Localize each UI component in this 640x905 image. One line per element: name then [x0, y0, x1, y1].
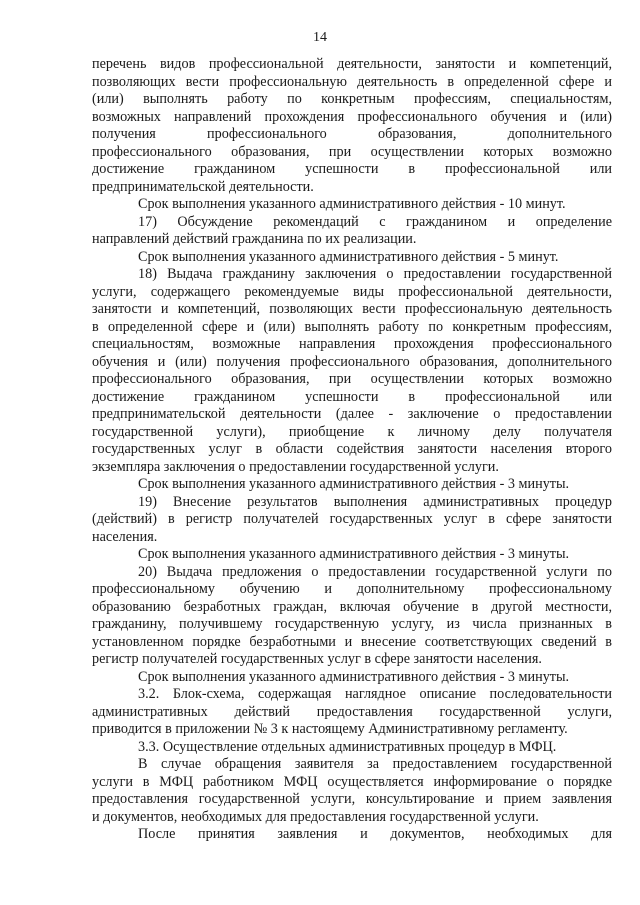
- text-line: направлений действий гражданина по их реализации.: [92, 231, 417, 247]
- text-line: государственной услуги), приобщение к личному делу получателя: [92, 423, 612, 440]
- text-line: После принятия заявления и документов, необходимых для: [138, 826, 612, 842]
- paragraph: [92, 756, 612, 826]
- text-line: приводится в приложении № 3 к настоящему Административному регламенту.: [92, 721, 568, 737]
- text-line: 3.3. Осуществление отдельных административных процедур в МФЦ.: [138, 738, 557, 755]
- paragraph: [92, 494, 612, 547]
- text-line: и документов, необходимых для предоставления государственной услуги.: [92, 808, 539, 825]
- paragraph: [92, 266, 612, 476]
- paragraph: [92, 249, 612, 267]
- text-line: предпринимательской деятельности.: [92, 178, 314, 195]
- paragraph: [92, 826, 612, 844]
- paragraph: [92, 546, 612, 564]
- text-line: занятости и компетенций, позволяющих вести профессиональную деятельность: [92, 301, 612, 317]
- text-line: перечень видов профессиональной деятельности, занятости и компетенций,: [92, 56, 612, 72]
- text-line: регистр получателей государственных услуг в сфере занятости населения.: [92, 651, 542, 667]
- text-line: получения профессионального образования, дополнительного: [92, 126, 612, 142]
- text-line: 20) Выдача предложения о предоставлении государственной услуги по: [138, 563, 612, 580]
- text-line: образованию безработных граждан, включая обучение в другой местности,: [92, 598, 612, 615]
- text-line: специальностям, возможные направления прохождения профессионального: [92, 336, 612, 352]
- paragraph: [92, 476, 612, 494]
- document-body: [92, 56, 612, 844]
- text-line: населения.: [92, 528, 158, 545]
- text-line: В случае обращения заявителя за предоставлением государственной: [138, 756, 612, 772]
- page-number: 14: [313, 30, 327, 45]
- text-line: Срок выполнения указанного административного действия - 10 минут.: [138, 196, 566, 212]
- text-line: в определенной сфере и (или) выполнять работу по конкретным профессиям,: [92, 318, 612, 335]
- text-line: установленном порядке безработными и внесение соответствующих сведений в: [92, 633, 612, 650]
- text-line: достижение гражданином успешности в профессиональной или: [92, 161, 612, 177]
- text-line: позволяющих вести профессиональную деятельность в определенной сфере и: [92, 73, 612, 90]
- text-line: (или) выполнять работу по конкретным профессиям, специальностям,: [92, 91, 612, 107]
- paragraph: [92, 564, 612, 669]
- text-line: достижение гражданином успешности в профессиональной или: [92, 388, 612, 405]
- text-line: 19) Внесение результатов выполнения административных процедур: [138, 493, 612, 510]
- text-line: профессионального образования, при осуществлении которых возможно: [92, 371, 612, 387]
- text-line: обучения и (или) получения профессионального образования, дополнительного: [92, 353, 612, 370]
- text-line: услуги в МФЦ работником МФЦ осуществляется информирование о порядке: [92, 773, 612, 790]
- paragraph: [92, 739, 612, 757]
- text-line: 18) Выдача гражданину заключения о предоставлении государственной: [138, 266, 612, 282]
- text-line: профессионального образования, при осуществлении которых возможно: [92, 143, 612, 160]
- text-line: возможных направлений прохождения профессионального обучения и (или): [92, 108, 612, 125]
- text-line: Срок выполнения указанного административного действия - 3 минуты.: [138, 668, 570, 685]
- text-line: государственных услуг в области содействия занятости населения второго: [92, 441, 612, 457]
- text-line: предоставления государственной услуги, консультирование и прием заявления: [92, 791, 612, 807]
- text-line: профессиональному обучению и дополнительному профессиональному: [92, 581, 612, 597]
- text-line: услуги, содержащего рекомендуемые виды профессиональной деятельности,: [92, 283, 612, 300]
- text-line: 17) Обсуждение рекомендаций с гражданином и определение: [138, 213, 612, 230]
- paragraph: [92, 214, 612, 249]
- paragraph: [92, 669, 612, 687]
- text-line: предпринимательской деятельности (далее - заключение о предоставлении: [92, 406, 612, 422]
- text-line: Срок выполнения указанного административного действия - 3 минуты.: [138, 546, 570, 562]
- text-line: (действий) в регистр получателей государственных услуг в сфере занятости: [92, 511, 612, 527]
- paragraph: [92, 56, 612, 196]
- text-line: административных действий предоставления государственной услуги,: [92, 703, 612, 720]
- paragraph: [92, 686, 612, 739]
- text-line: 3.2. Блок-схема, содержащая наглядное описание последовательности: [138, 686, 612, 702]
- text-line: Срок выполнения указанного административного действия - 3 минуты.: [138, 476, 570, 492]
- text-line: Срок выполнения указанного административного действия - 5 минут.: [138, 248, 559, 265]
- paragraph: [92, 196, 612, 214]
- text-line: экземпляра заключения о предоставлении государственной услуги.: [92, 458, 499, 475]
- text-line: гражданину, получившему государственную услугу, из числа признанных в: [92, 616, 612, 632]
